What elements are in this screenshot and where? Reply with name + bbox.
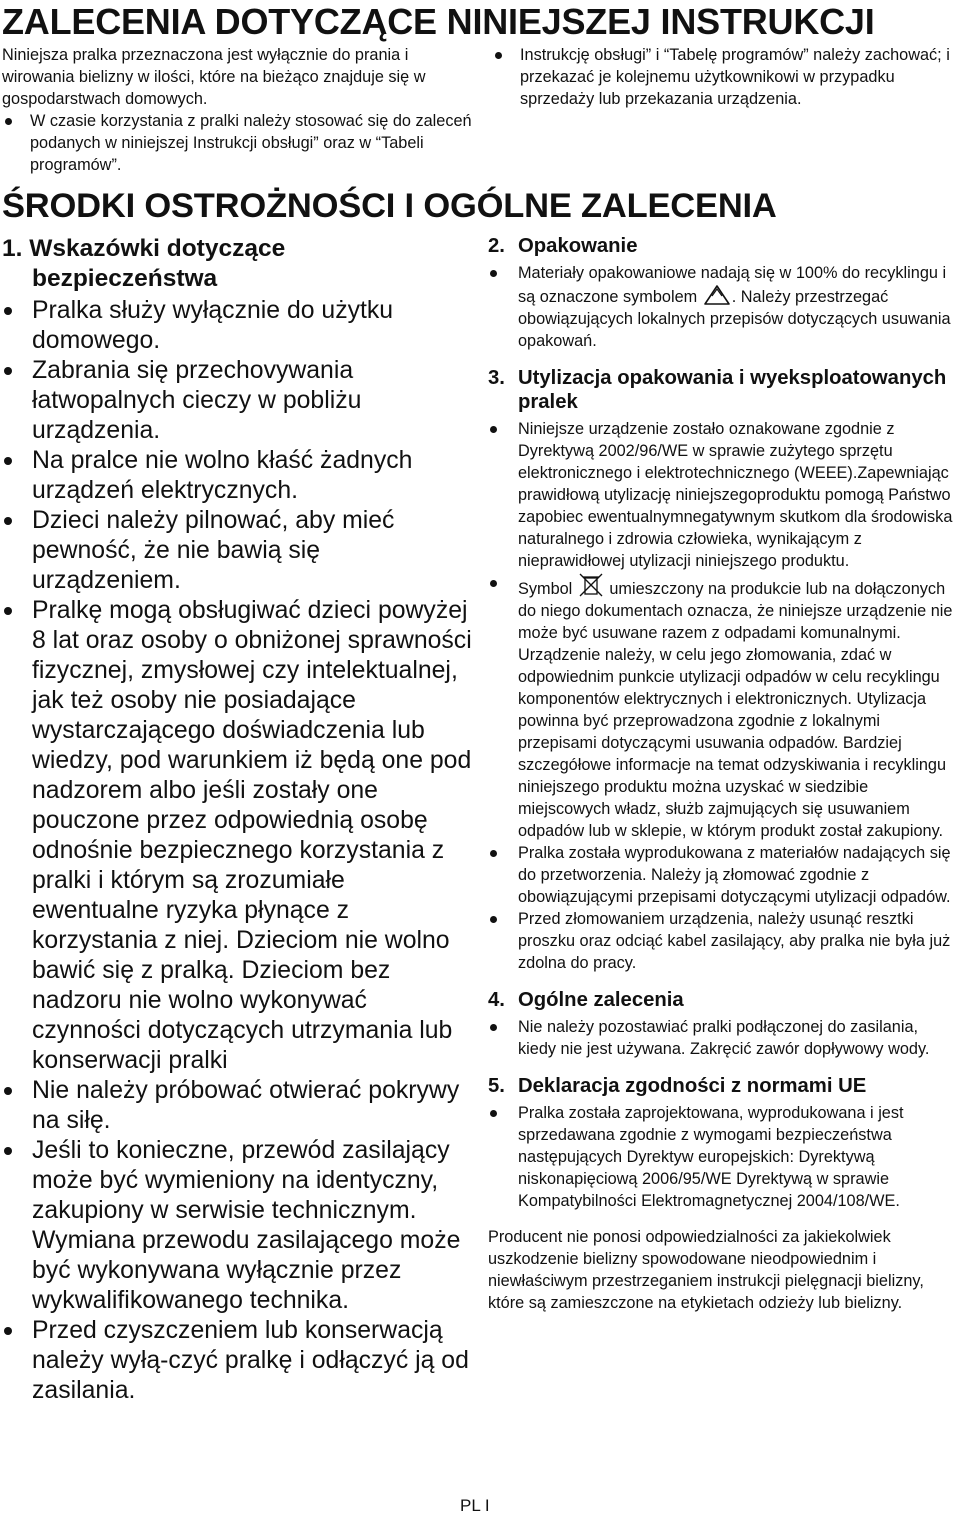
packaging-heading: 2. Opakowanie	[488, 235, 638, 257]
disposal-item-weee: Niniejsze urządzenie zostało oznakowane zgodnie z Dyrektywą 2002/96/WE w sprawie zużytego sprzętu elektronicznego i elektrotechnicznego (WEEE).Zapewniając prawidłową utylizację niniejszegoproduktu pomogą Państwo zapobiec ewentualnymnegatywnym skutkom dla środowiska naturalnego i zdrowia człowieka, wynikającym z nieprawidłowej utylizacji niniejszego produktu.	[488, 418, 956, 572]
disposal-item-materials: Pralka została wyprodukowana z materiałów nadających się do przetworzenia. Należy ją złomować zgodnie z obowiązującymi przepisami dotyczącymi utylizacji odpadów.	[488, 842, 956, 908]
general-heading: 4. Ogólne zalecenia	[488, 989, 684, 1011]
safety-item: Zabrania się przechovywania łatwopalnych cieczy w pobliżu urządzenia.	[2, 356, 472, 446]
safety-item: Na pralce nie wolno kłaść żadnych urządzeń elektrycznych.	[2, 446, 472, 506]
intro-paragraph: Niniejsza pralka przeznaczona jest wyłącznie do prania i wirowania bielizny w ilości, które na bieżąco znajduje się w gospodarstwach domowych.	[2, 46, 426, 108]
safety-heading: 1. Wskazówki dotyczące bezpieczeństwa	[2, 235, 286, 292]
disclaimer: Producent nie ponosi odpowiedzialności za jakiekolwiek uszkodzenie bielizny spowodowane nieodpowiednim i niewłaściwym przestrzeganiem instrukcji pielęgnacji bielizny, które są zamieszczone na etykietach odzieży lub bielizny.	[488, 1228, 924, 1312]
disposal-list	[488, 418, 956, 974]
packaging-list	[488, 262, 956, 352]
intro-bullet-usage: W czasie korzystania z pralki należy stosować się do zaleceń podanych w niniejszej Instrukcji obsługi” oraz w “Tabeli programów”.	[2, 110, 472, 176]
disposal-item-symbol: Symbol umieszczony na produkcie lub na dołączonych do niego dokumentach oznacza, że niniejsze urządzenie nie może być usuwane razem z odpadami komunalnymi. Urządzenie należy, w celu jego złomowania, zdać w odpowiednim punkcie utylizacji odpadów w celu recyklingu komponentów elektrycznych i elektronicznych. Utylizacja powinna być przeprowadzona zgodnie z lokalnymi przepisami dotyczącymi usuwania odpadów. Bardziej szczegółowe informacje na temat odzyskiwania i recyklingu niniejszego produktu można uzyskać w siedzibie miejscowych władz, służb zajmujących się usuwaniem odpadów lub w sklepie, w którym produkt został zakupiony.	[488, 572, 956, 842]
safety-list	[2, 296, 472, 1406]
safety-column	[2, 234, 472, 1406]
intro-right-list	[492, 44, 952, 110]
safety-item: Przed czyszczeniem lub konserwacją należy wyłą-czyć pralkę i odłączyć ją od zasilania.	[2, 1316, 472, 1406]
conformity-item: Pralka została zaprojektowana, wyprodukowana i jest sprzedawana zgodnie z wymogami bezpieczeństwa następujących Dyrektyw europejskich: Dyrektywą niskonapięciową 2006/95/WE Dyrektywą w sprawie Kompatybilności Elektromagnetycznej 2004/108/WE.	[488, 1102, 956, 1212]
crossed-bin-icon	[577, 572, 605, 598]
page-title: ZALECENIA DOTYCZĄCE NINIEJSZEJ INSTRUKCJI	[2, 1, 875, 42]
intro-left-list	[2, 110, 472, 176]
intro-right-column	[492, 44, 952, 110]
recycle-icon	[702, 284, 732, 306]
safety-item: Pralka służy wyłącznie do użytku domowego.	[2, 296, 472, 356]
intro-left-column	[2, 44, 472, 176]
section-title: ŚRODKI OSTROŻNOŚCI I OGÓLNE ZALECENIA	[2, 187, 777, 225]
safety-item: Jeśli to konieczne, przewód zasilający może być wymieniony na identyczny, zakupiony w serwisie technicznym. Wymiana przewodu zasilającego może być wykonywana wyłącznie przez wykwalifikowanego technika.	[2, 1136, 472, 1316]
disposal-heading: 3. Utylizacja opakowania i wyeksploatowanych pralek	[488, 367, 947, 413]
safety-item: Dzieci należy pilnować, aby mieć pewność, że nie bawią się urządzeniem.	[2, 506, 472, 596]
general-item: Nie należy pozostawiać pralki podłączonej do zasilania, kiedy nie jest używana. Zakręcić zawór dopływowy wody.	[488, 1016, 956, 1060]
conformity-list	[488, 1102, 956, 1212]
disposal-item-scrap: Przed złomowaniem urządzenia, należy usunąć resztki proszku oraz odciąć kabel zasilający, aby pralka nie była już zdolna do pracy.	[488, 908, 956, 974]
conformity-heading: 5. Deklaracja zgodności z normami UE	[488, 1075, 867, 1097]
page-footer: PL I	[460, 1496, 490, 1515]
safety-item: Pralkę mogą obsługiwać dzieci powyżej 8 lat oraz osoby o obniżonej sprawności fizycznej, zmysłowej czy intelektualnej, jak też osoby nie posiadające wystarczającego doświadczenia lub wiedzy, pod warunkiem iż będą one pod nadzorem albo jeśli zostały one pouczone przez odpowiednią osobę odnośnie bezpiecznego korzystania z pralki i którym są zrozumiałe ewentualne ryzyka płynące z korzystania z niej. Dzieciom nie wolno bawić się z pralką. Dzieciom bez nadzoru nie wolno wykonywać czynności dotyczących utrzymania lub konserwacji pralki	[2, 596, 472, 1076]
general-list	[488, 1016, 956, 1060]
intro-bullet-keep: Instrukcję obsługi” i “Tabelę programów” należy zachować; i przekazać je kolejnemu użytkownikowi w przypadku sprzedaży lub przekazania urządzenia.	[492, 44, 952, 110]
safety-item: Nie należy próbować otwierać pokrywy na siłę.	[2, 1076, 472, 1136]
info-column	[488, 234, 956, 1314]
packaging-item: Materiały opakowaniowe nadają się w 100% do recyklingu i są oznaczone symbolem . Należy przestrzegać obowiązujących lokalnych przepisów dotyczących usuwania opakowań.	[488, 262, 956, 352]
